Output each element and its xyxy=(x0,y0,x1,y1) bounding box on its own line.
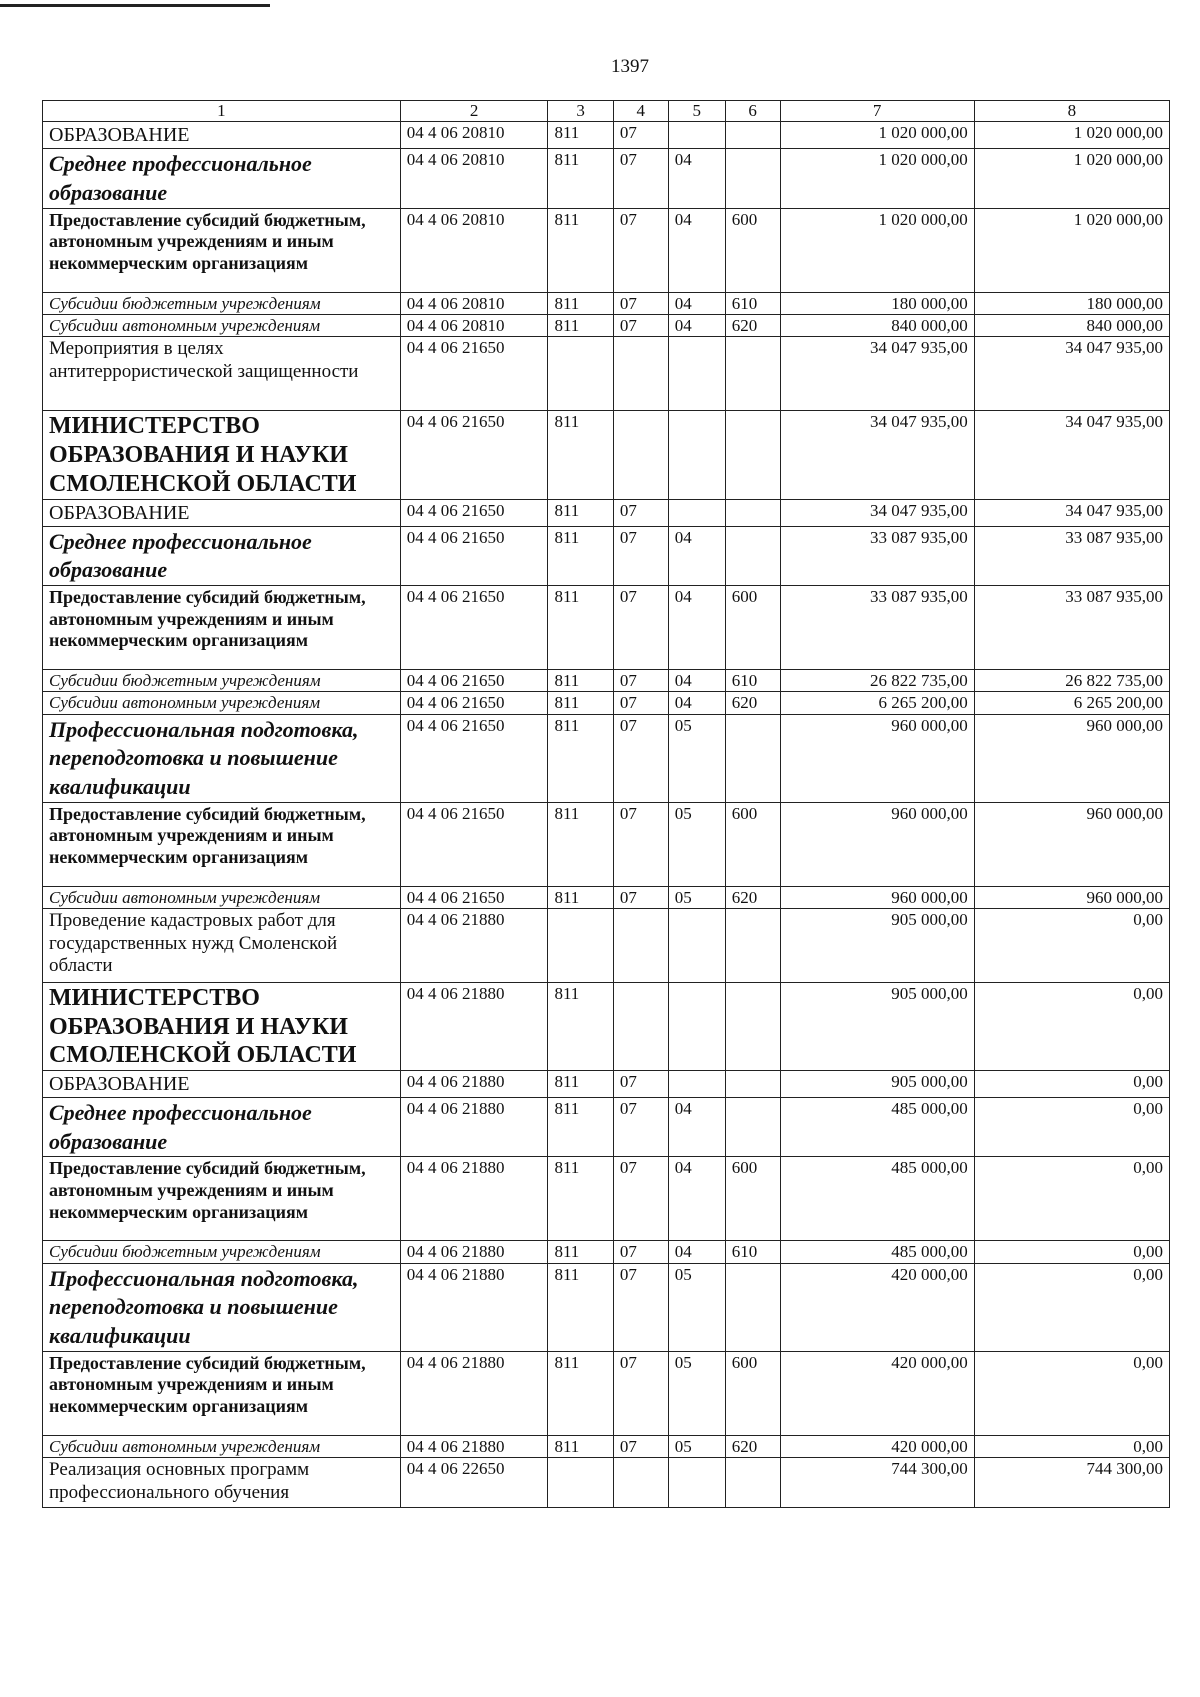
table-row xyxy=(43,149,1170,208)
col5-cell xyxy=(668,411,725,499)
amount-col8-cell: 26 822 735,00 xyxy=(974,669,1169,691)
amount-col7-cell: 744 300,00 xyxy=(780,1458,974,1508)
row-name-cell xyxy=(43,886,401,908)
row-name-cell xyxy=(43,1098,401,1157)
row-name-cell xyxy=(43,337,401,411)
code-cell: 04 4 06 21880 xyxy=(400,1071,548,1098)
col4-cell: 07 xyxy=(613,1263,668,1351)
col6-cell: 600 xyxy=(725,585,780,669)
code-cell: 04 4 06 20810 xyxy=(400,292,548,314)
col5-cell: 04 xyxy=(668,292,725,314)
col5-cell: 04 xyxy=(668,1241,725,1263)
amount-col8-cell: 33 087 935,00 xyxy=(974,585,1169,669)
code-cell: 04 4 06 21880 xyxy=(400,1098,548,1157)
amount-col7-cell: 485 000,00 xyxy=(780,1098,974,1157)
row-name-cell xyxy=(43,714,401,802)
col4-cell: 07 xyxy=(613,1241,668,1263)
row-name: ОБРАЗОВАНИЕ xyxy=(49,501,190,524)
row-name-cell xyxy=(43,122,401,149)
row-name-cell xyxy=(43,292,401,314)
amount-col7-cell: 1 020 000,00 xyxy=(780,208,974,292)
row-name: Профессиональная подготовка, переподготовка и повышение квалификации xyxy=(49,716,359,799)
row-name-cell xyxy=(43,1241,401,1263)
amount-col8-cell: 0,00 xyxy=(974,982,1169,1070)
row-name-cell xyxy=(43,802,401,886)
code-cell: 04 4 06 21650 xyxy=(400,499,548,526)
code-cell: 04 4 06 20810 xyxy=(400,149,548,208)
row-name: Субсидии автономным учреждениям xyxy=(49,315,321,335)
col5-cell: 05 xyxy=(668,714,725,802)
code-cell: 04 4 06 20810 xyxy=(400,208,548,292)
col4-cell: 07 xyxy=(613,526,668,585)
col3-cell: 811 xyxy=(548,314,613,336)
header-col-1: 1 xyxy=(43,101,401,122)
code-cell: 04 4 06 21650 xyxy=(400,669,548,691)
header-col-7: 7 xyxy=(780,101,974,122)
row-name: Субсидии бюджетным учреждениям xyxy=(49,1242,321,1262)
col3-cell xyxy=(548,1458,613,1508)
amount-col7-cell: 840 000,00 xyxy=(780,314,974,336)
col6-cell xyxy=(725,526,780,585)
code-cell: 04 4 06 21650 xyxy=(400,337,548,411)
row-name-cell xyxy=(43,908,401,982)
amount-col8-cell: 0,00 xyxy=(974,1098,1169,1157)
table-row xyxy=(43,886,1170,908)
code-cell: 04 4 06 21880 xyxy=(400,1263,548,1351)
col5-cell: 05 xyxy=(668,1351,725,1435)
code-cell: 04 4 06 21650 xyxy=(400,802,548,886)
col4-cell xyxy=(613,982,668,1070)
table-row xyxy=(43,1241,1170,1263)
col4-cell: 07 xyxy=(613,1071,668,1098)
col3-cell: 811 xyxy=(548,1351,613,1435)
col5-cell xyxy=(668,1071,725,1098)
amount-col8-cell: 34 047 935,00 xyxy=(974,411,1169,499)
amount-col8-cell: 0,00 xyxy=(974,1435,1169,1457)
code-cell: 04 4 06 21650 xyxy=(400,886,548,908)
amount-col8-cell: 960 000,00 xyxy=(974,886,1169,908)
col3-cell: 811 xyxy=(548,526,613,585)
col5-cell: 05 xyxy=(668,802,725,886)
row-name: МИНИСТЕРСТВО ОБРАЗОВАНИЯ И НАУКИ СМОЛЕНСКОЙ ОБЛАСТИ xyxy=(49,413,357,497)
amount-col8-cell: 960 000,00 xyxy=(974,802,1169,886)
amount-col8-cell: 744 300,00 xyxy=(974,1458,1169,1508)
amount-col7-cell: 960 000,00 xyxy=(780,714,974,802)
col6-cell xyxy=(725,149,780,208)
col5-cell: 04 xyxy=(668,585,725,669)
table-row xyxy=(43,1098,1170,1157)
col6-cell: 610 xyxy=(725,292,780,314)
row-name: Предоставление субсидий бюджетным, автономным учреждениям и иным некоммерческим организациям xyxy=(49,586,366,651)
table-row xyxy=(43,208,1170,292)
table-row xyxy=(43,526,1170,585)
col5-cell: 04 xyxy=(668,149,725,208)
col4-cell: 07 xyxy=(613,208,668,292)
col3-cell: 811 xyxy=(548,886,613,908)
header-col-5: 5 xyxy=(668,101,725,122)
col4-cell: 07 xyxy=(613,1098,668,1157)
code-cell: 04 4 06 21650 xyxy=(400,714,548,802)
col4-cell: 07 xyxy=(613,122,668,149)
row-name-cell xyxy=(43,1458,401,1508)
amount-col8-cell: 1 020 000,00 xyxy=(974,122,1169,149)
row-name-cell xyxy=(43,1351,401,1435)
col6-cell xyxy=(725,908,780,982)
amount-col7-cell: 26 822 735,00 xyxy=(780,669,974,691)
header-row xyxy=(43,101,1170,122)
amount-col7-cell: 420 000,00 xyxy=(780,1263,974,1351)
col6-cell xyxy=(725,1071,780,1098)
table-row xyxy=(43,314,1170,336)
row-name-cell xyxy=(43,526,401,585)
page-number: 1397 xyxy=(611,56,649,77)
col5-cell xyxy=(668,122,725,149)
amount-col7-cell: 1 020 000,00 xyxy=(780,122,974,149)
col6-cell: 620 xyxy=(725,886,780,908)
code-cell: 04 4 06 20810 xyxy=(400,122,548,149)
col4-cell: 07 xyxy=(613,585,668,669)
row-name: Среднее профессиональное образование xyxy=(49,1100,312,1154)
code-cell: 04 4 06 21880 xyxy=(400,1241,548,1263)
col4-cell: 07 xyxy=(613,886,668,908)
col5-cell: 04 xyxy=(668,692,725,714)
table-row xyxy=(43,1157,1170,1241)
col4-cell: 07 xyxy=(613,1435,668,1457)
col6-cell: 620 xyxy=(725,314,780,336)
col4-cell: 07 xyxy=(613,292,668,314)
code-cell: 04 4 06 21650 xyxy=(400,585,548,669)
amount-col8-cell: 1 020 000,00 xyxy=(974,149,1169,208)
col3-cell: 811 xyxy=(548,122,613,149)
col3-cell: 811 xyxy=(548,982,613,1070)
row-name: Субсидии бюджетным учреждениям xyxy=(49,670,321,690)
code-cell: 04 4 06 21880 xyxy=(400,1351,548,1435)
amount-col7-cell: 420 000,00 xyxy=(780,1351,974,1435)
code-cell: 04 4 06 21880 xyxy=(400,908,548,982)
code-cell: 04 4 06 22650 xyxy=(400,1458,548,1508)
col6-cell: 620 xyxy=(725,1435,780,1457)
amount-col7-cell: 960 000,00 xyxy=(780,802,974,886)
table-row xyxy=(43,1263,1170,1351)
table-row xyxy=(43,1435,1170,1457)
col3-cell: 811 xyxy=(548,1098,613,1157)
row-name-cell xyxy=(43,692,401,714)
row-name: Предоставление субсидий бюджетным, автономным учреждениям и иным некоммерческим организациям xyxy=(49,209,366,273)
col3-cell xyxy=(548,337,613,411)
amount-col7-cell: 905 000,00 xyxy=(780,908,974,982)
amount-col7-cell: 960 000,00 xyxy=(780,886,974,908)
amount-col8-cell: 1 020 000,00 xyxy=(974,208,1169,292)
table-row xyxy=(43,714,1170,802)
col5-cell xyxy=(668,1458,725,1508)
row-name: Среднее профессиональное образование xyxy=(49,151,312,205)
row-name: Проведение кадастровых работ для государственных нужд Смоленской области xyxy=(49,909,338,977)
col3-cell: 811 xyxy=(548,714,613,802)
code-cell: 04 4 06 21650 xyxy=(400,692,548,714)
col4-cell: 07 xyxy=(613,669,668,691)
col4-cell: 07 xyxy=(613,314,668,336)
col6-cell: 600 xyxy=(725,1157,780,1241)
table-row xyxy=(43,499,1170,526)
amount-col7-cell: 34 047 935,00 xyxy=(780,411,974,499)
table-row xyxy=(43,1071,1170,1098)
row-name-cell xyxy=(43,499,401,526)
row-name: Субсидии автономным учреждениям xyxy=(49,1436,321,1456)
col6-cell: 610 xyxy=(725,669,780,691)
row-name: Субсидии бюджетным учреждениям xyxy=(49,293,321,313)
col3-cell xyxy=(548,908,613,982)
row-name: Предоставление субсидий бюджетным, автономным учреждениям и иным некоммерческим организациям xyxy=(49,803,366,867)
row-name-cell xyxy=(43,314,401,336)
table-row xyxy=(43,1351,1170,1435)
col4-cell xyxy=(613,337,668,411)
col6-cell xyxy=(725,337,780,411)
amount-col8-cell: 960 000,00 xyxy=(974,714,1169,802)
col5-cell: 04 xyxy=(668,314,725,336)
row-name-cell xyxy=(43,208,401,292)
col6-cell xyxy=(725,499,780,526)
amount-col7-cell: 6 265 200,00 xyxy=(780,692,974,714)
row-name: Среднее профессиональное образование xyxy=(49,528,312,583)
col3-cell: 811 xyxy=(548,1241,613,1263)
amount-col8-cell: 0,00 xyxy=(974,1351,1169,1435)
code-cell: 04 4 06 21650 xyxy=(400,526,548,585)
col6-cell xyxy=(725,411,780,499)
col5-cell xyxy=(668,908,725,982)
code-cell: 04 4 06 21880 xyxy=(400,1157,548,1241)
row-name-cell xyxy=(43,669,401,691)
amount-col7-cell: 905 000,00 xyxy=(780,1071,974,1098)
top-border-line xyxy=(0,4,270,7)
amount-col8-cell: 6 265 200,00 xyxy=(974,692,1169,714)
col3-cell: 811 xyxy=(548,802,613,886)
col4-cell: 07 xyxy=(613,714,668,802)
col4-cell xyxy=(613,908,668,982)
row-name-cell xyxy=(43,149,401,208)
col5-cell xyxy=(668,982,725,1070)
amount-col7-cell: 34 047 935,00 xyxy=(780,337,974,411)
col6-cell xyxy=(725,1458,780,1508)
col5-cell: 05 xyxy=(668,1435,725,1457)
col4-cell: 07 xyxy=(613,499,668,526)
col3-cell: 811 xyxy=(548,1157,613,1241)
row-name-cell xyxy=(43,585,401,669)
table-row xyxy=(43,411,1170,499)
row-name-cell xyxy=(43,1071,401,1098)
col3-cell: 811 xyxy=(548,499,613,526)
col5-cell: 04 xyxy=(668,669,725,691)
table-row xyxy=(43,1458,1170,1508)
table-row xyxy=(43,982,1170,1070)
amount-col7-cell: 33 087 935,00 xyxy=(780,526,974,585)
table-row xyxy=(43,908,1170,982)
col6-cell xyxy=(725,714,780,802)
row-name: Предоставление субсидий бюджетным, автономным учреждениям и иным некоммерческим организациям xyxy=(49,1352,366,1416)
col5-cell xyxy=(668,499,725,526)
budget-table xyxy=(42,100,1170,1508)
row-name-cell xyxy=(43,1435,401,1457)
amount-col8-cell: 33 087 935,00 xyxy=(974,526,1169,585)
row-name: МИНИСТЕРСТВО ОБРАЗОВАНИЯ И НАУКИ СМОЛЕНСКОЙ ОБЛАСТИ xyxy=(49,984,357,1069)
header-col-2: 2 xyxy=(400,101,548,122)
col4-cell: 07 xyxy=(613,692,668,714)
col3-cell: 811 xyxy=(548,149,613,208)
table-row xyxy=(43,337,1170,411)
row-name-cell xyxy=(43,411,401,499)
col5-cell xyxy=(668,337,725,411)
col3-cell: 811 xyxy=(548,208,613,292)
row-name-cell xyxy=(43,1263,401,1351)
table-row xyxy=(43,692,1170,714)
col3-cell: 811 xyxy=(548,585,613,669)
row-name: ОБРАЗОВАНИЕ xyxy=(49,124,190,147)
amount-col8-cell: 0,00 xyxy=(974,1157,1169,1241)
col3-cell: 811 xyxy=(548,1435,613,1457)
col6-cell xyxy=(725,982,780,1070)
col6-cell xyxy=(725,1263,780,1351)
amount-col8-cell: 0,00 xyxy=(974,1071,1169,1098)
col4-cell: 07 xyxy=(613,802,668,886)
col3-cell: 811 xyxy=(548,292,613,314)
col5-cell: 04 xyxy=(668,526,725,585)
table-row xyxy=(43,669,1170,691)
table-row xyxy=(43,122,1170,149)
col5-cell: 04 xyxy=(668,208,725,292)
col5-cell: 04 xyxy=(668,1098,725,1157)
table-row xyxy=(43,292,1170,314)
code-cell: 04 4 06 21650 xyxy=(400,411,548,499)
col6-cell: 620 xyxy=(725,692,780,714)
col4-cell xyxy=(613,411,668,499)
col4-cell: 07 xyxy=(613,1351,668,1435)
col3-cell: 811 xyxy=(548,692,613,714)
col4-cell: 07 xyxy=(613,1157,668,1241)
amount-col7-cell: 485 000,00 xyxy=(780,1157,974,1241)
col5-cell: 05 xyxy=(668,1263,725,1351)
table-row xyxy=(43,802,1170,886)
header-col-4: 4 xyxy=(613,101,668,122)
col6-cell: 600 xyxy=(725,1351,780,1435)
code-cell: 04 4 06 21880 xyxy=(400,982,548,1070)
row-name: Субсидии автономным учреждениям xyxy=(49,887,321,907)
amount-col7-cell: 33 087 935,00 xyxy=(780,585,974,669)
code-cell: 04 4 06 20810 xyxy=(400,314,548,336)
amount-col8-cell: 0,00 xyxy=(974,908,1169,982)
col4-cell xyxy=(613,1458,668,1508)
header-col-6: 6 xyxy=(725,101,780,122)
row-name: Предоставление субсидий бюджетным, автономным учреждениям и иным некоммерческим организациям xyxy=(49,1158,366,1222)
amount-col8-cell: 34 047 935,00 xyxy=(974,337,1169,411)
col6-cell xyxy=(725,122,780,149)
amount-col8-cell: 0,00 xyxy=(974,1241,1169,1263)
col5-cell: 04 xyxy=(668,1157,725,1241)
row-name-cell xyxy=(43,1157,401,1241)
col3-cell: 811 xyxy=(548,1263,613,1351)
table-row xyxy=(43,585,1170,669)
row-name: Реализация основных программ профессионального обучения xyxy=(49,1459,310,1503)
col6-cell xyxy=(725,1098,780,1157)
amount-col7-cell: 34 047 935,00 xyxy=(780,499,974,526)
col6-cell: 610 xyxy=(725,1241,780,1263)
row-name: Профессиональная подготовка, переподготовка и повышение квалификации xyxy=(49,1265,359,1349)
amount-col7-cell: 485 000,00 xyxy=(780,1241,974,1263)
amount-col8-cell: 180 000,00 xyxy=(974,292,1169,314)
row-name: ОБРАЗОВАНИЕ xyxy=(49,1073,190,1096)
amount-col7-cell: 905 000,00 xyxy=(780,982,974,1070)
col3-cell: 811 xyxy=(548,669,613,691)
col3-cell: 811 xyxy=(548,1071,613,1098)
code-cell: 04 4 06 21880 xyxy=(400,1435,548,1457)
row-name: Мероприятия в целях антитеррористической защищенности xyxy=(49,338,359,383)
amount-col8-cell: 0,00 xyxy=(974,1263,1169,1351)
header-col-3: 3 xyxy=(548,101,613,122)
amount-col7-cell: 180 000,00 xyxy=(780,292,974,314)
col5-cell: 05 xyxy=(668,886,725,908)
amount-col7-cell: 1 020 000,00 xyxy=(780,149,974,208)
col3-cell: 811 xyxy=(548,411,613,499)
row-name-cell xyxy=(43,982,401,1070)
amount-col8-cell: 840 000,00 xyxy=(974,314,1169,336)
col4-cell: 07 xyxy=(613,149,668,208)
amount-col7-cell: 420 000,00 xyxy=(780,1435,974,1457)
col6-cell: 600 xyxy=(725,802,780,886)
amount-col8-cell: 34 047 935,00 xyxy=(974,499,1169,526)
col6-cell: 600 xyxy=(725,208,780,292)
header-col-8: 8 xyxy=(974,101,1169,122)
row-name: Субсидии автономным учреждениям xyxy=(49,693,321,713)
